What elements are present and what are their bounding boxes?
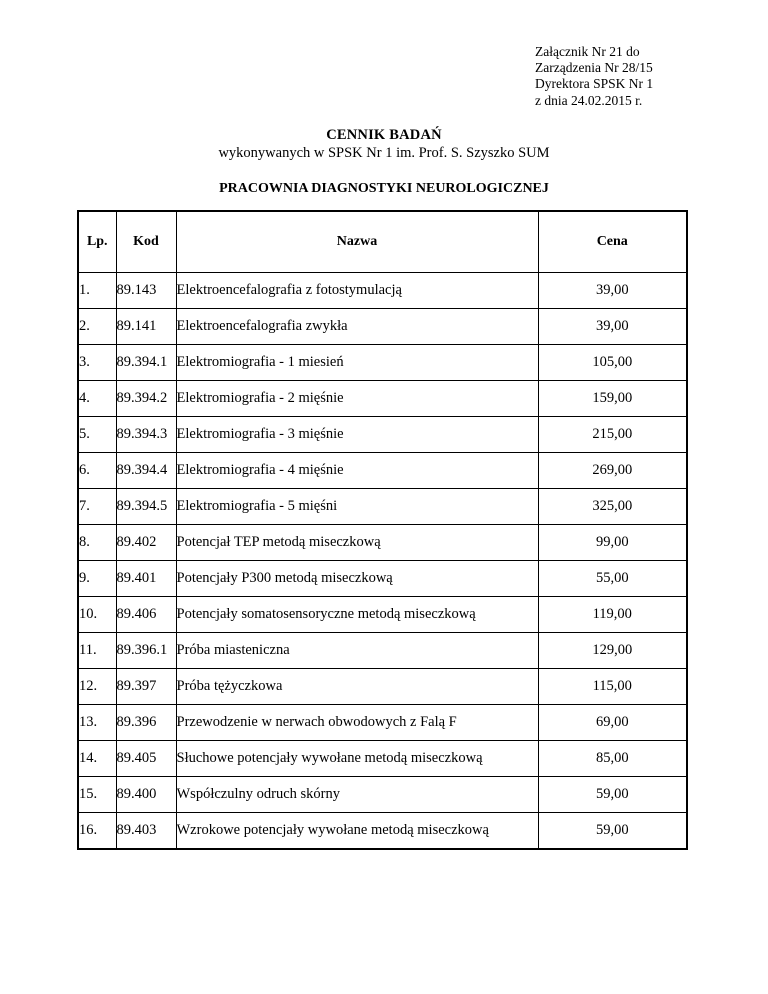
row-nazwa: Potencjał TEP metodą miseczkową bbox=[176, 525, 538, 561]
row-lp: 2. bbox=[78, 309, 116, 345]
row-nazwa: Słuchowe potencjały wywołane metodą miseczkową bbox=[176, 741, 538, 777]
price-table bbox=[77, 210, 688, 850]
table-row bbox=[78, 525, 687, 561]
table-row bbox=[78, 345, 687, 381]
title-subtitle: wykonywanych w SPSK Nr 1 im. Prof. S. Szyszko SUM bbox=[218, 145, 550, 161]
row-lp: 15. bbox=[78, 777, 116, 813]
header-kod: Kod bbox=[116, 211, 176, 273]
row-kod: 89.403 bbox=[116, 813, 176, 850]
table-row bbox=[78, 633, 687, 669]
row-cena: 85,00 bbox=[538, 741, 687, 777]
row-nazwa: Współczulny odruch skórny bbox=[176, 777, 538, 813]
row-nazwa: Potencjały P300 metodą miseczkową bbox=[176, 561, 538, 597]
row-kod: 89.402 bbox=[116, 525, 176, 561]
row-lp: 6. bbox=[78, 453, 116, 489]
row-cena: 39,00 bbox=[538, 309, 687, 345]
row-lp: 11. bbox=[78, 633, 116, 669]
row-cena: 119,00 bbox=[538, 597, 687, 633]
row-kod: 89.406 bbox=[116, 597, 176, 633]
table-row bbox=[78, 453, 687, 489]
table-row bbox=[78, 705, 687, 741]
table-row bbox=[78, 309, 687, 345]
row-nazwa: Elektromiografia - 5 mięśni bbox=[176, 489, 538, 525]
row-kod: 89.405 bbox=[116, 741, 176, 777]
row-cena: 69,00 bbox=[538, 705, 687, 741]
row-lp: 7. bbox=[78, 489, 116, 525]
document-title bbox=[0, 126, 768, 162]
header-lp: Lp. bbox=[78, 211, 116, 273]
table-row bbox=[78, 777, 687, 813]
table-row bbox=[78, 813, 687, 850]
row-kod: 89.141 bbox=[116, 309, 176, 345]
row-cena: 105,00 bbox=[538, 345, 687, 381]
row-nazwa: Elektromiografia - 1 miesień bbox=[176, 345, 538, 381]
annex-note bbox=[535, 44, 653, 109]
table-header-row bbox=[78, 211, 687, 273]
table-body bbox=[78, 273, 687, 850]
row-kod: 89.394.4 bbox=[116, 453, 176, 489]
row-nazwa: Elektroencefalografia zwykła bbox=[176, 309, 538, 345]
row-cena: 99,00 bbox=[538, 525, 687, 561]
row-lp: 12. bbox=[78, 669, 116, 705]
row-kod: 89.397 bbox=[116, 669, 176, 705]
row-kod: 89.401 bbox=[116, 561, 176, 597]
row-nazwa: Próba tężyczkowa bbox=[176, 669, 538, 705]
row-cena: 59,00 bbox=[538, 813, 687, 850]
row-kod: 89.394.2 bbox=[116, 381, 176, 417]
row-lp: 4. bbox=[78, 381, 116, 417]
row-lp: 3. bbox=[78, 345, 116, 381]
table-row bbox=[78, 669, 687, 705]
row-lp: 16. bbox=[78, 813, 116, 850]
annex-line: Załącznik Nr 21 do bbox=[535, 44, 640, 59]
row-nazwa: Elektromiografia - 2 mięśnie bbox=[176, 381, 538, 417]
row-cena: 215,00 bbox=[538, 417, 687, 453]
row-nazwa: Elektromiografia - 3 mięśnie bbox=[176, 417, 538, 453]
row-kod: 89.394.3 bbox=[116, 417, 176, 453]
row-nazwa: Elektromiografia - 4 mięśnie bbox=[176, 453, 538, 489]
row-cena: 39,00 bbox=[538, 273, 687, 309]
row-kod: 89.400 bbox=[116, 777, 176, 813]
table-row bbox=[78, 273, 687, 309]
row-nazwa: Potencjały somatosensoryczne metodą miseczkową bbox=[176, 597, 538, 633]
table-row bbox=[78, 417, 687, 453]
annex-line: Zarządzenia Nr 28/15 bbox=[535, 60, 653, 76]
row-nazwa: Próba miasteniczna bbox=[176, 633, 538, 669]
title-main: CENNIK BADAŃ bbox=[326, 127, 442, 143]
row-lp: 8. bbox=[78, 525, 116, 561]
table-row bbox=[78, 381, 687, 417]
row-cena: 325,00 bbox=[538, 489, 687, 525]
row-nazwa: Wzrokowe potencjały wywołane metodą miseczkową bbox=[176, 813, 538, 850]
row-kod: 89.394.5 bbox=[116, 489, 176, 525]
table-row bbox=[78, 741, 687, 777]
row-cena: 115,00 bbox=[538, 669, 687, 705]
row-cena: 129,00 bbox=[538, 633, 687, 669]
annex-line: Dyrektora SPSK Nr 1 bbox=[535, 76, 654, 92]
row-kod: 89.394.1 bbox=[116, 345, 176, 381]
row-kod: 89.396 bbox=[116, 705, 176, 741]
table-row bbox=[78, 489, 687, 525]
row-lp: 1. bbox=[78, 273, 116, 309]
header-nazwa: Nazwa bbox=[176, 211, 538, 273]
table-row bbox=[78, 597, 687, 633]
row-nazwa: Przewodzenie w nerwach obwodowych z Falą F bbox=[176, 705, 538, 741]
row-cena: 55,00 bbox=[538, 561, 687, 597]
row-lp: 13. bbox=[78, 705, 116, 741]
section-heading: PRACOWNIA DIAGNOSTYKI NEUROLOGICZNEJ bbox=[219, 181, 549, 196]
row-lp: 10. bbox=[78, 597, 116, 633]
row-cena: 269,00 bbox=[538, 453, 687, 489]
row-lp: 14. bbox=[78, 741, 116, 777]
table-row bbox=[78, 561, 687, 597]
row-cena: 59,00 bbox=[538, 777, 687, 813]
row-cena: 159,00 bbox=[538, 381, 687, 417]
row-lp: 9. bbox=[78, 561, 116, 597]
row-lp: 5. bbox=[78, 417, 116, 453]
row-nazwa: Elektroencefalografia z fotostymulacją bbox=[176, 273, 538, 309]
row-kod: 89.396.1 bbox=[116, 633, 176, 669]
annex-line: z dnia 24.02.2015 r. bbox=[535, 92, 643, 108]
row-kod: 89.143 bbox=[116, 273, 176, 309]
header-cena: Cena bbox=[538, 211, 687, 273]
